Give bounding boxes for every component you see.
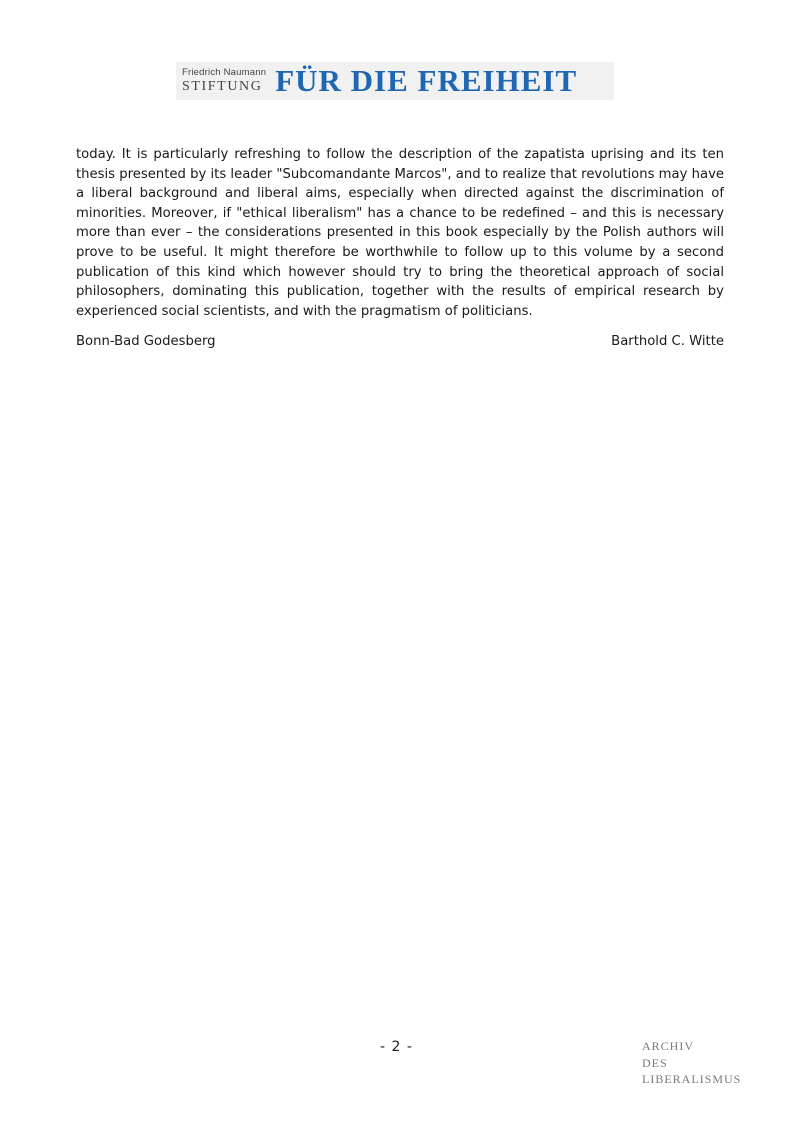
logo-slogan: FÜR DIE FREIHEIT <box>275 63 578 98</box>
page-number: - 2 - <box>380 1039 413 1055</box>
signature-author: Barthold C. Witte <box>611 334 724 349</box>
logo-org-type: STIFTUNG <box>182 78 263 94</box>
logo-org-block <box>182 68 266 94</box>
archive-stamp <box>642 1038 741 1088</box>
archive-stamp-line: LIBERALISMUS <box>642 1072 742 1086</box>
archive-stamp-line: DES <box>642 1055 668 1070</box>
logo-org-name: Friedrich Naumann <box>182 67 267 79</box>
signature-row <box>76 332 724 351</box>
body-paragraph: today. It is particularly refreshing to follow the description of the zapatista uprising and its ten thesis presented by its leader "Subcomandante Marcos", and to realize that revolutions may have a liberal background and liberal aims, especially when directed against the discrimination of minorities. Moreover, if "ethical liberalism" has a chance to be redefined – and this is necessary more than ever – the considerations presented in this book especially by the Polish authors will prove to be useful. It might therefore be worthwhile to follow up to this volume by a second publication of this kind which however should try to bring the theoretical approach of social philosophers, dominating this publication, together with the results of empirical research by experienced social scientists, and with the pragmatism of politicians. <box>76 147 724 319</box>
archive-stamp-line: ARCHIV <box>642 1039 695 1053</box>
signature-place: Bonn-Bad Godesberg <box>76 334 216 349</box>
foundation-logo <box>176 62 614 100</box>
